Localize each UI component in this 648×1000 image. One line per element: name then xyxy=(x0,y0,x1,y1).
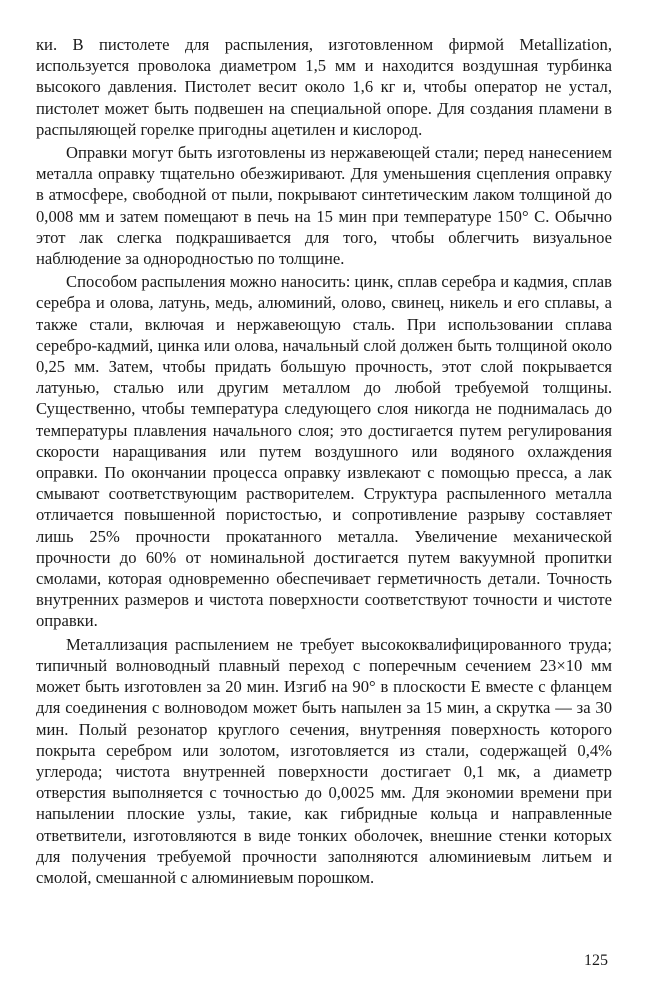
page-body xyxy=(36,34,612,888)
page-number: 125 xyxy=(584,952,608,969)
paragraph-4: Металлизация распылением не требует высококвалифицированного труда; типичный волноводный плавный переход с поперечным сечением 23×10 мм может быть изготовлен за 20 мин. Изгиб на 90° в плоскости E вместе с фланцем для соединения с волноводом может быть напылен за 15 мин, а скрутка — за 30 мин. Полый резонатор круглого сечения, внутренняя поверхность которого покрыта серебром или золотом, изготовляется из стали, содержащей 0,4% углерода; чистота внутренней поверхности достигает 0,1 мк, а диаметр отверстия выполняется с точностью до 0,0025 мм. Для экономии времени при напылении плоские узлы, такие, как гибридные кольца и направленные ответвители, изготовляются в виде тонких оболочек, внешние стенки которых для получения требуемой прочности заполняются алюминиевым литьем и смолой, смешанной с алюминиевым порошком. xyxy=(36,634,612,887)
paragraph-2: Оправки могут быть изготовлены из нержавеющей стали; перед нанесением металла оправку тщательно обезжиривают. Для уменьшения сцепления оправку в атмосфере, свободной от пыли, покрывают синтетическим лаком толщиной до 0,008 мм и затем помещают в печь на 15 мин при температуре 150° С. Обычно этот лак слегка подкрашивается для того, чтобы облегчить визуальное наблюдение за однородностью по толщине. xyxy=(36,143,612,269)
paragraph-1: ки. В пистолете для распыления, изготовленном фирмой Metallization, используется проволока диаметром 1,5 мм и находится воздушная турбинка высокого давления. Пистолет весит около 1,6 кг и, чтобы оператор не устал, пистолет может быть подвешен на специальной опоре. Для создания пламени в распыляющей горелке пригодны ацетилен и кислород. xyxy=(36,35,612,139)
paragraph-3: Способом распыления можно наносить: цинк, сплав серебра и кадмия, сплав серебра и олова, латунь, медь, алюминий, олово, свинец, никель и его сплавы, а также стали, включая и нержавеющую сталь. При использовании сплава серебро-кадмий, цинка или олова, начальный слой должен быть толщиной около 0,25 мм. Затем, чтобы придать большую прочность, этот слой покрывается латунью, сталью или другим металлом до любой требуемой толщины. Существенно, чтобы температура следующего слоя никогда не поднималась до температуры плавления начального слоя; это достигается путем регулирования скорости наращивания или путем воздушного или водяного охлаждения оправки. По окончании процесса оправку извлекают с помощью пресса, а лак смывают соответствующим растворителем. Структура распыленного металла отличается повышенной пористостью, и сопротивление разрыву составляет лишь 25% прочности прокатанного металла. Увеличение механической прочности до 60% от номинальной достигается путем вакуумной пропитки смолами, которая одновременно обеспечивает герметичность детали. Точность внутренних размеров и чистота поверхности соответствуют точности и чистоте оправки. xyxy=(36,272,612,631)
